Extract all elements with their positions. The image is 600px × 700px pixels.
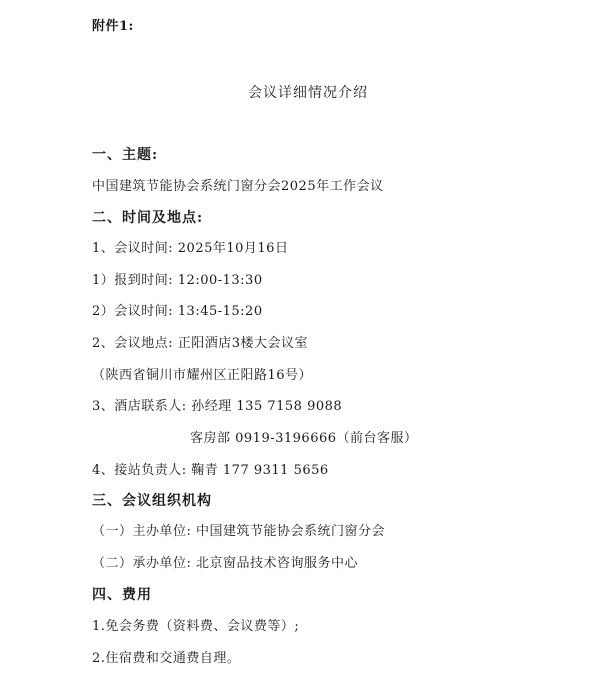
front-desk-contact: 客房部 0919-3196666（前台客服） [190, 431, 418, 446]
attachment-label: 附件1: [92, 19, 134, 34]
document-title: 会议详细情况介绍 [248, 85, 368, 101]
registration-time: 1）报到时间: 12:00-13:30 [92, 273, 263, 288]
organizer-line: （一）主办单位: 中国建筑节能协会系统门窗分会 [92, 524, 386, 539]
venue-address: （陕西省铜川市耀州区正阳路16号） [92, 368, 313, 383]
section-time-place-heading: 二、时间及地点: [92, 210, 204, 226]
meeting-date: 1、会议时间: 2025年10月16日 [92, 241, 289, 256]
section-fees-heading: 四、费用 [92, 587, 152, 603]
topic-text: 中国建筑节能协会系统门窗分会2025年工作会议 [92, 179, 384, 194]
pickup-contact: 4、接站负责人: 鞠青 177 9311 5656 [92, 463, 329, 478]
section-organization-heading: 三、会议组织机构 [92, 493, 212, 509]
fee-item-2: 2.住宿费和交通费自理。 [92, 651, 241, 666]
meeting-venue: 2、会议地点: 正阳酒店3楼大会议室 [92, 336, 309, 351]
hotel-contact: 3、酒店联系人: 孙经理 135 7158 9088 [92, 399, 343, 414]
meeting-time: 2）会议时间: 13:45-15:20 [92, 304, 263, 319]
host-line: （二）承办单位: 北京窗品技术咨询服务中心 [92, 556, 359, 571]
section-topic-heading: 一、主题: [92, 147, 159, 163]
fee-item-1: 1.免会务费（资料费、会议费等）; [92, 619, 300, 634]
